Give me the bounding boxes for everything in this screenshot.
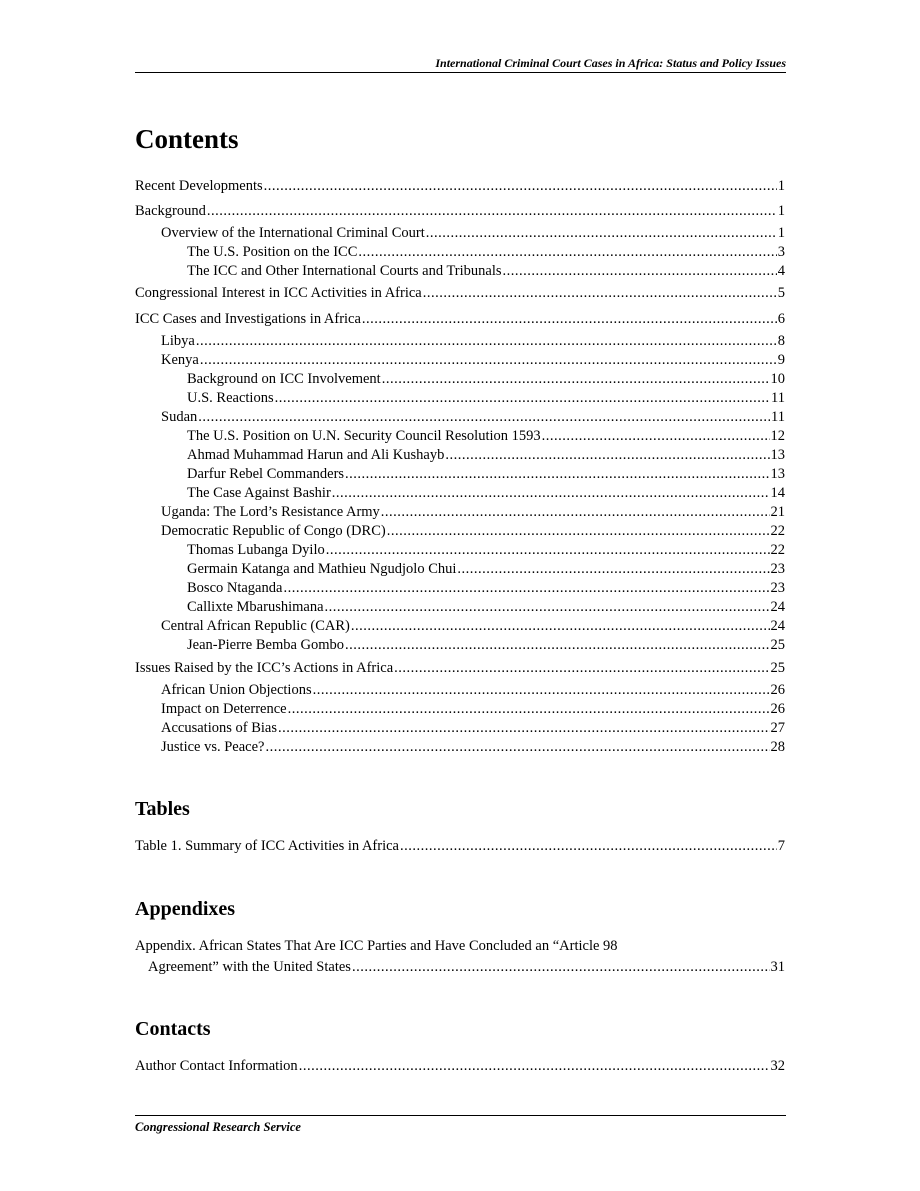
dot-leader [381, 503, 770, 522]
toc-entry-title: Darfur Rebel Commanders [187, 466, 345, 482]
toc-entry-page: 13 [770, 447, 785, 463]
toc-entry-title: Ahmad Muhammad Harun and Ali Kushayb [187, 447, 445, 463]
dot-leader [326, 541, 770, 560]
dot-leader [275, 389, 770, 408]
toc-entry-title-continued: Agreement” with the United States [148, 959, 351, 975]
toc-entry[interactable] [135, 389, 785, 408]
dot-leader [345, 636, 769, 655]
toc-entry[interactable] [135, 262, 785, 281]
toc-entry-page: 24 [770, 599, 785, 615]
toc-entry-title: African Union Objections [161, 682, 312, 698]
appendixes-heading: Appendixes [135, 898, 236, 920]
toc-entry[interactable] [135, 598, 785, 617]
running-header: International Criminal Court Cases in Africa: Status and Policy Issues [435, 56, 786, 70]
toc-entry-page: 25 [770, 660, 785, 676]
toc-entry[interactable] [135, 243, 785, 262]
dot-leader [313, 681, 770, 700]
dot-leader [542, 427, 770, 446]
dot-leader [387, 522, 770, 541]
toc-entry-page: 13 [770, 466, 785, 482]
toc-entry-page: 12 [770, 428, 785, 444]
toc-entry[interactable] [135, 427, 785, 446]
toc-entry[interactable] [135, 465, 785, 484]
toc-entry-page: 1 [777, 203, 785, 219]
toc-entry-title: Author Contact Information [135, 1058, 298, 1074]
toc-entry[interactable] [135, 446, 785, 465]
toc-entry-title: Issues Raised by the ICC’s Actions in Africa [135, 660, 394, 676]
toc-entry-page: 1 [777, 225, 785, 241]
toc-entry-title: U.S. Reactions [187, 390, 274, 406]
toc-entry-title: Sudan [161, 409, 198, 425]
toc-entry[interactable] [135, 700, 785, 719]
dot-leader [345, 465, 769, 484]
toc-entry[interactable] [135, 351, 785, 370]
toc-entry[interactable] [135, 738, 785, 757]
toc-entry[interactable] [135, 177, 785, 196]
dot-leader [400, 837, 777, 856]
toc-entry-page: 11 [771, 390, 785, 406]
toc-entry[interactable] [135, 636, 785, 655]
dot-leader [198, 408, 770, 427]
toc-entry-page: 22 [770, 542, 785, 558]
toc-entry-title: Appendix. African States That Are ICC Parties and Have Concluded an “Article 98 [135, 938, 618, 954]
dot-leader [265, 738, 769, 757]
header-rule [135, 72, 786, 73]
dot-leader [264, 177, 777, 196]
toc-entry-page: 14 [770, 485, 785, 501]
toc-entry-title: Background on ICC Involvement [187, 371, 381, 387]
toc-entry[interactable] [135, 681, 785, 700]
toc-entry[interactable] [135, 719, 785, 738]
toc-entry-title: The U.S. Position on the ICC [187, 244, 358, 260]
dot-leader [351, 617, 770, 636]
toc-entry-title: Background [135, 203, 206, 219]
toc-entry[interactable] [135, 310, 785, 329]
toc-entry-title: Libya [161, 333, 195, 349]
toc-entry[interactable] [135, 224, 785, 243]
toc-entry-title: ICC Cases and Investigations in Africa [135, 311, 361, 327]
toc-entry-title: Recent Developments [135, 178, 263, 194]
toc-entry[interactable] [135, 202, 785, 221]
toc-entry-title: Democratic Republic of Congo (DRC) [161, 523, 386, 539]
toc-entry-title: Congressional Interest in ICC Activities in Africa [135, 285, 422, 301]
toc-entry-page: 5 [777, 285, 785, 301]
dot-leader [283, 579, 769, 598]
toc-entry[interactable] [135, 332, 785, 351]
dot-leader [503, 262, 777, 281]
dot-leader [299, 1057, 770, 1076]
toc-entry-title: Thomas Lubanga Dyilo [187, 542, 325, 558]
toc-entry[interactable] [135, 284, 785, 303]
toc-entry[interactable] [135, 659, 785, 678]
footer-rule [135, 1115, 786, 1116]
dot-leader [352, 958, 770, 977]
toc-entry-page: 27 [770, 720, 785, 736]
dot-leader [332, 484, 770, 503]
contents-heading: Contents [135, 124, 239, 154]
dot-leader [382, 370, 770, 389]
toc-entry[interactable] [135, 937, 785, 977]
toc-entry[interactable] [135, 408, 785, 427]
toc-entry-page: 23 [770, 561, 785, 577]
dot-leader [445, 446, 769, 465]
toc-entry[interactable] [135, 522, 785, 541]
dot-leader [200, 351, 777, 370]
running-footer: Congressional Research Service [135, 1120, 301, 1134]
toc-entry-page: 22 [770, 523, 785, 539]
dot-leader [426, 224, 777, 243]
toc-entry[interactable] [135, 837, 785, 856]
dot-leader [196, 332, 777, 351]
toc-entry-page: 1 [777, 178, 785, 194]
toc-entry[interactable] [135, 541, 785, 560]
toc-entry[interactable] [135, 560, 785, 579]
toc-entry-title: The U.S. Position on U.N. Security Council Resolution 1593 [187, 428, 541, 444]
tables-heading: Tables [135, 798, 190, 820]
toc-entry-page: 6 [777, 311, 785, 327]
toc-entry-page: 11 [771, 409, 785, 425]
dot-leader [362, 310, 777, 329]
dot-leader [394, 659, 769, 678]
toc-entry-title: Jean-Pierre Bemba Gombo [187, 637, 345, 653]
toc-entry-page: 24 [770, 618, 785, 634]
toc-entry-title: Justice vs. Peace? [161, 739, 265, 755]
dot-leader [278, 719, 770, 738]
toc-entry[interactable] [135, 370, 785, 389]
toc-entry-title: Germain Katanga and Mathieu Ngudjolo Chui [187, 561, 457, 577]
toc-entry-page: 25 [770, 637, 785, 653]
toc-entry-title: Callixte Mbarushimana [187, 599, 324, 615]
toc-entry-page: 7 [777, 838, 785, 854]
toc-entry[interactable] [135, 484, 785, 503]
toc-entry-title: Impact on Deterrence [161, 701, 287, 717]
toc-entry-title: The Case Against Bashir [187, 485, 331, 501]
dot-leader [423, 284, 777, 303]
toc-entry-page: 8 [777, 333, 785, 349]
toc-entry-title: The ICC and Other International Courts and Tribunals [187, 263, 502, 279]
toc-entry-page: 26 [770, 682, 785, 698]
dot-leader [288, 700, 770, 719]
toc-entry-title: Bosco Ntaganda [187, 580, 283, 596]
toc-entry-page: 23 [770, 580, 785, 596]
toc-entry-title: Accusations of Bias [161, 720, 277, 736]
dot-leader [325, 598, 770, 617]
toc-entry[interactable] [135, 1057, 785, 1076]
toc-entry-title: Overview of the International Criminal Court [161, 225, 425, 241]
toc-entry-page: 26 [770, 701, 785, 717]
toc-entry-page: 9 [777, 352, 785, 368]
toc-entry-title: Kenya [161, 352, 199, 368]
toc-entry[interactable] [135, 617, 785, 636]
toc-entry[interactable] [135, 579, 785, 598]
dot-leader [457, 560, 769, 579]
dot-leader [358, 243, 776, 262]
toc-entry-page: 28 [770, 739, 785, 755]
toc-entry[interactable] [135, 503, 785, 522]
toc-entry-page: 32 [770, 1058, 785, 1074]
toc-entry-title: Table 1. Summary of ICC Activities in Africa [135, 838, 399, 854]
toc-entry-page: 10 [770, 371, 785, 387]
toc-entry-page: 31 [770, 959, 785, 975]
dot-leader [207, 202, 777, 221]
toc-entry-title: Central African Republic (CAR) [161, 618, 350, 634]
toc-entry-page: 4 [777, 263, 785, 279]
contacts-heading: Contacts [135, 1018, 211, 1040]
toc-entry-title: Uganda: The Lord’s Resistance Army [161, 504, 380, 520]
toc-entry-page: 3 [777, 244, 785, 260]
toc-entry-page: 21 [770, 504, 785, 520]
